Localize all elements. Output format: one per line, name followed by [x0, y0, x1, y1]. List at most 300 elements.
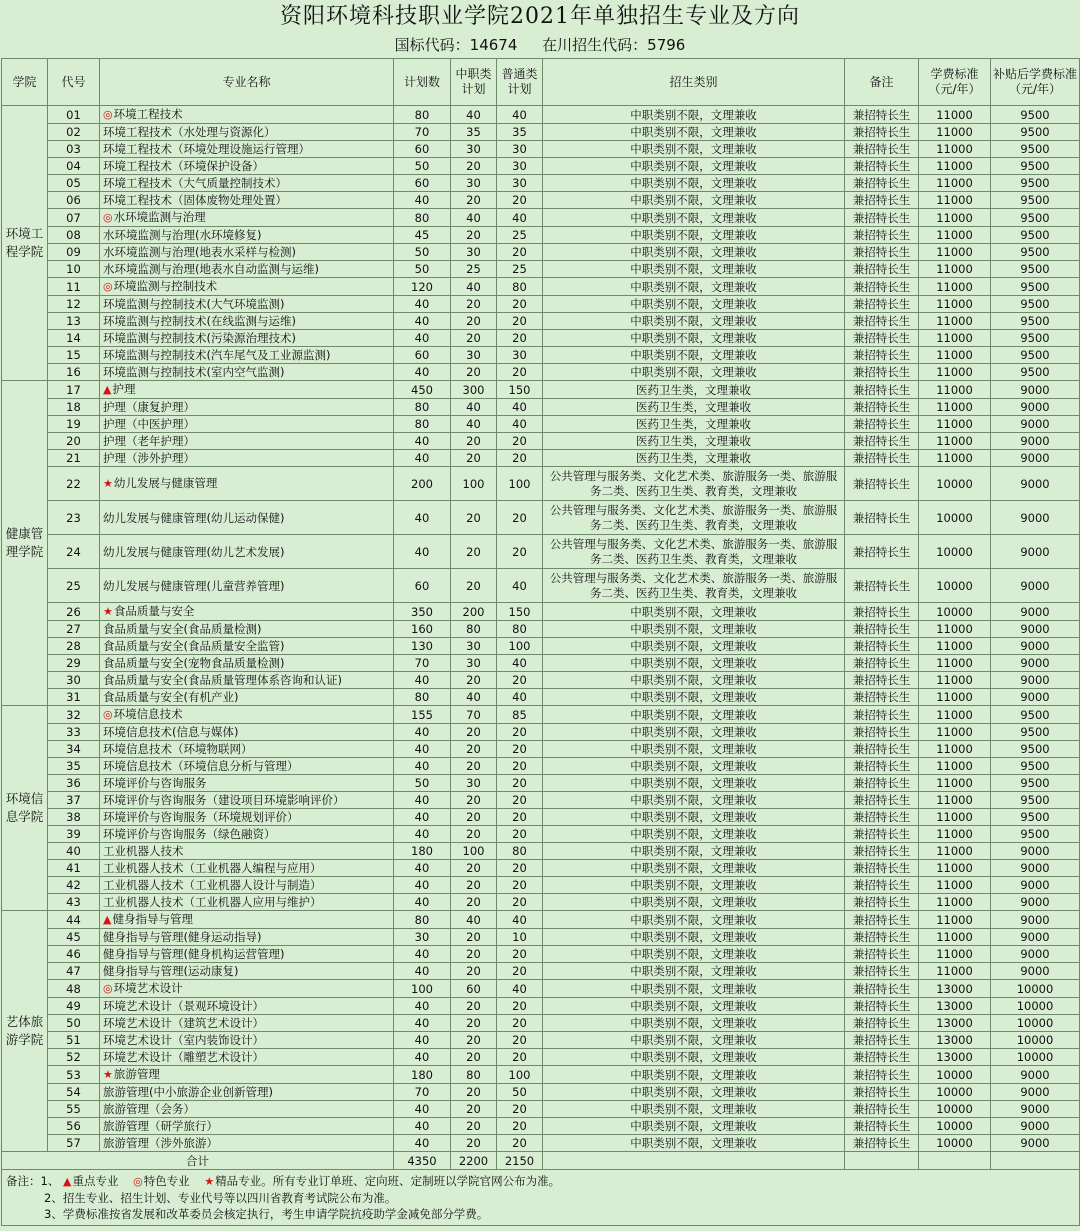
- major-name-text: 幼儿发展与健康管理: [113, 476, 218, 490]
- major-name: [100, 106, 394, 124]
- pt-plan-count: 100: [497, 638, 543, 655]
- subsidized-fee: 9000: [991, 603, 1080, 621]
- pt-plan-count: 20: [497, 330, 543, 347]
- feature-major-icon: ◎: [133, 1175, 143, 1188]
- zz-plan-count: 40: [451, 416, 497, 433]
- table-row: [2, 535, 1080, 569]
- pt-plan-count: 20: [497, 296, 543, 313]
- major-code: 07: [48, 209, 100, 227]
- admission-category: 中职类别不限，文理兼收: [543, 1066, 845, 1084]
- plan-count: 50: [394, 244, 451, 261]
- admission-category: 中职类别不限，文理兼收: [543, 1049, 845, 1066]
- plan-count: 80: [394, 689, 451, 706]
- subsidized-fee: 9000: [991, 689, 1080, 706]
- pt-plan-count: 20: [497, 741, 543, 758]
- major-code: 41: [48, 860, 100, 877]
- remark: 兼招特长生: [845, 706, 919, 724]
- school-codes: [0, 34, 1080, 58]
- major-name-text: 幼儿发展与健康管理(儿童营养管理): [103, 578, 285, 593]
- pt-plan-count: 20: [497, 535, 543, 569]
- major-name-text: 幼儿发展与健康管理(幼儿艺术发展): [103, 544, 285, 559]
- major-name: [100, 877, 394, 894]
- plan-count: 40: [394, 894, 451, 911]
- subsidized-fee: 9500: [991, 775, 1080, 792]
- major-code: 43: [48, 894, 100, 911]
- major-name: [100, 655, 394, 672]
- plan-count: 50: [394, 261, 451, 278]
- major-code: 24: [48, 535, 100, 569]
- major-name-text: 环境监测与控制技术(室内空气监测): [103, 365, 285, 379]
- subsidized-fee: 9000: [991, 399, 1080, 416]
- pt-plan-count: 100: [497, 467, 543, 501]
- major-code: 56: [48, 1118, 100, 1135]
- major-name: [100, 569, 394, 603]
- remark: 兼招特长生: [845, 758, 919, 775]
- total-empty: [845, 1152, 919, 1170]
- table-row: [2, 980, 1080, 998]
- tuition-fee: 10000: [919, 1066, 991, 1084]
- pt-plan-count: 20: [497, 1101, 543, 1118]
- zz-plan-count: 20: [451, 946, 497, 963]
- major-code: 28: [48, 638, 100, 655]
- major-code: 15: [48, 347, 100, 364]
- table-row: [2, 416, 1080, 433]
- plan-count: 70: [394, 1084, 451, 1101]
- plan-count: 80: [394, 106, 451, 124]
- major-code: 51: [48, 1032, 100, 1049]
- zz-plan-count: 40: [451, 209, 497, 227]
- subsidized-fee: 9500: [991, 724, 1080, 741]
- remark: 兼招特长生: [845, 911, 919, 929]
- tuition-fee: 13000: [919, 1015, 991, 1032]
- tuition-fee: 11000: [919, 227, 991, 244]
- zz-plan-count: 20: [451, 313, 497, 330]
- zz-plan-count: 20: [451, 894, 497, 911]
- tuition-fee: 11000: [919, 296, 991, 313]
- boutique-major-icon: ★: [103, 477, 113, 490]
- tuition-fee: 11000: [919, 826, 991, 843]
- tuition-fee: 11000: [919, 192, 991, 209]
- major-code: 25: [48, 569, 100, 603]
- remark: 兼招特长生: [845, 638, 919, 655]
- tuition-fee: 11000: [919, 689, 991, 706]
- remark: 兼招特长生: [845, 929, 919, 946]
- zz-plan-count: 80: [451, 621, 497, 638]
- pt-plan-count: 20: [497, 963, 543, 980]
- major-name: [100, 227, 394, 244]
- tuition-fee: 13000: [919, 998, 991, 1015]
- pt-plan-count: 20: [497, 364, 543, 381]
- admission-category: 医药卫生类，文理兼收: [543, 433, 845, 450]
- tuition-fee: 11000: [919, 655, 991, 672]
- tuition-fee: 11000: [919, 638, 991, 655]
- tuition-fee: 11000: [919, 278, 991, 296]
- major-name-text: 水环境监测与治理(水环境修复): [103, 228, 262, 242]
- national-code: 国标代码：14674: [394, 36, 518, 54]
- admission-category: 医药卫生类，文理兼收: [543, 450, 845, 467]
- admission-category: 中职类别不限，文理兼收: [543, 809, 845, 826]
- tuition-fee: 11000: [919, 158, 991, 175]
- tuition-fee: 11000: [919, 860, 991, 877]
- major-name: [100, 706, 394, 724]
- remark: 兼招特长生: [845, 399, 919, 416]
- table-row: [2, 1101, 1080, 1118]
- plan-count: 180: [394, 843, 451, 860]
- zz-plan-count: 20: [451, 330, 497, 347]
- pt-plan-count: 40: [497, 209, 543, 227]
- zz-plan-count: 60: [451, 980, 497, 998]
- major-name-text: 护理（老年护理）: [103, 434, 195, 448]
- subsidized-fee: 9500: [991, 809, 1080, 826]
- subsidized-fee: 9000: [991, 894, 1080, 911]
- major-name: [100, 124, 394, 141]
- remark: 兼招特长生: [845, 792, 919, 809]
- plan-count: 40: [394, 998, 451, 1015]
- admission-category: 中职类别不限，文理兼收: [543, 175, 845, 192]
- table-row: [2, 330, 1080, 347]
- subsidized-fee: 10000: [991, 980, 1080, 998]
- major-code: 36: [48, 775, 100, 792]
- major-name: [100, 450, 394, 467]
- zz-plan-count: 20: [451, 1101, 497, 1118]
- admission-category: 中职类别不限，文理兼收: [543, 894, 845, 911]
- major-name-text: 食品质量与安全(宠物食品质量检测): [103, 656, 285, 670]
- zz-plan-count: 20: [451, 792, 497, 809]
- plan-count: 40: [394, 946, 451, 963]
- remark: 兼招特长生: [845, 775, 919, 792]
- subsidized-fee: 9000: [991, 433, 1080, 450]
- zz-plan-count: 30: [451, 638, 497, 655]
- major-name: [100, 175, 394, 192]
- plan-count: 40: [394, 313, 451, 330]
- major-name-text: 环境评价与咨询服务（绿色融资）: [103, 827, 276, 841]
- remark: 兼招特长生: [845, 535, 919, 569]
- major-name: [100, 535, 394, 569]
- plan-count: 100: [394, 980, 451, 998]
- table-row: [2, 894, 1080, 911]
- tuition-fee: 11000: [919, 261, 991, 278]
- tuition-fee: 11000: [919, 843, 991, 860]
- admission-category: 中职类别不限，文理兼收: [543, 929, 845, 946]
- subsidized-fee: 9000: [991, 638, 1080, 655]
- table-body: [2, 106, 1080, 1152]
- plan-count: 60: [394, 141, 451, 158]
- remark: 兼招特长生: [845, 980, 919, 998]
- subsidized-fee: 9500: [991, 124, 1080, 141]
- remark: 兼招特长生: [845, 296, 919, 313]
- remark: 兼招特长生: [845, 724, 919, 741]
- pt-plan-count: 20: [497, 1049, 543, 1066]
- plan-count: 40: [394, 1015, 451, 1032]
- major-name: [100, 347, 394, 364]
- admission-category: 中职类别不限，文理兼收: [543, 963, 845, 980]
- major-name-text: 环境艺术设计（建筑艺术设计）: [103, 1016, 264, 1030]
- subsidized-fee: 9500: [991, 141, 1080, 158]
- plan-count: 200: [394, 467, 451, 501]
- tuition-fee: 11000: [919, 809, 991, 826]
- tuition-fee: 11000: [919, 209, 991, 227]
- major-name: [100, 313, 394, 330]
- zz-plan-count: 20: [451, 1032, 497, 1049]
- tuition-fee: 11000: [919, 706, 991, 724]
- major-code: 16: [48, 364, 100, 381]
- boutique-major-icon: ★: [103, 1068, 113, 1081]
- remark: 兼招特长生: [845, 1015, 919, 1032]
- major-code: 38: [48, 809, 100, 826]
- pt-plan-count: 30: [497, 158, 543, 175]
- zz-plan-count: 20: [451, 569, 497, 603]
- table-row: [2, 313, 1080, 330]
- pt-plan-count: 40: [497, 911, 543, 929]
- admission-category: 中职类别不限，文理兼收: [543, 672, 845, 689]
- admission-category: 中职类别不限，文理兼收: [543, 158, 845, 175]
- table-row: [2, 106, 1080, 124]
- subsidized-fee: 9000: [991, 450, 1080, 467]
- plan-count: 40: [394, 963, 451, 980]
- zz-plan-count: 25: [451, 261, 497, 278]
- major-code: 32: [48, 706, 100, 724]
- major-name-text: 环境信息技术（环境信息分析与管理）: [103, 759, 299, 773]
- major-name-text: 环境信息技术(信息与媒体): [103, 725, 239, 739]
- table-row: [2, 655, 1080, 672]
- major-name-text: 环境工程技术（水处理与资源化）: [103, 125, 276, 139]
- table-row: [2, 278, 1080, 296]
- subsidized-fee: 9500: [991, 278, 1080, 296]
- major-name-text: 环境评价与咨询服务（环境规划评价）: [103, 810, 299, 824]
- admission-category: 公共管理与服务类、文化艺术类、旅游服务一类、旅游服务二类、医药卫生类、教育类，文理兼收: [543, 501, 845, 535]
- tuition-fee: 11000: [919, 724, 991, 741]
- remark: 兼招特长生: [845, 672, 919, 689]
- admission-category: 医药卫生类，文理兼收: [543, 399, 845, 416]
- major-name: [100, 209, 394, 227]
- pt-plan-count: 20: [497, 998, 543, 1015]
- major-name-text: 环境工程技术（环境保护设备）: [103, 159, 264, 173]
- remark: 兼招特长生: [845, 826, 919, 843]
- table-row: [2, 1135, 1080, 1152]
- tuition-fee: 11000: [919, 894, 991, 911]
- remark: 兼招特长生: [845, 450, 919, 467]
- zz-plan-count: 20: [451, 741, 497, 758]
- admission-category: 中职类别不限，文理兼收: [543, 911, 845, 929]
- major-name: [100, 1118, 394, 1135]
- major-code: 50: [48, 1015, 100, 1032]
- zz-plan-count: 20: [451, 1135, 497, 1152]
- major-name-text: 健身指导与管理(健身运动指导): [103, 930, 262, 944]
- major-name: [100, 998, 394, 1015]
- subsidized-fee: 9500: [991, 741, 1080, 758]
- major-name: [100, 758, 394, 775]
- major-name: [100, 278, 394, 296]
- pt-plan-count: 20: [497, 433, 543, 450]
- major-name-text: 健身指导与管理: [112, 912, 193, 926]
- key-major-icon: ▲: [103, 913, 112, 926]
- major-name: [100, 792, 394, 809]
- tuition-fee: 11000: [919, 433, 991, 450]
- major-code: 05: [48, 175, 100, 192]
- table-row: [2, 621, 1080, 638]
- major-name-text: 工业机器人技术（工业机器人设计与制造）: [103, 878, 322, 892]
- subsidized-fee: 9000: [991, 501, 1080, 535]
- pt-plan-count: 30: [497, 347, 543, 364]
- remark: 兼招特长生: [845, 946, 919, 963]
- admission-category: 中职类别不限，文理兼收: [543, 638, 845, 655]
- tuition-fee: 11000: [919, 792, 991, 809]
- subsidized-fee: 9000: [991, 416, 1080, 433]
- plan-count: 60: [394, 569, 451, 603]
- major-code: 45: [48, 929, 100, 946]
- admission-category: 中职类别不限，文理兼收: [543, 330, 845, 347]
- pt-plan-count: 40: [497, 689, 543, 706]
- plan-count: 70: [394, 124, 451, 141]
- plan-count: 40: [394, 1049, 451, 1066]
- major-code: 06: [48, 192, 100, 209]
- zz-plan-count: 20: [451, 1118, 497, 1135]
- pt-plan-count: 20: [497, 860, 543, 877]
- plan-count: 40: [394, 1101, 451, 1118]
- plan-count: 40: [394, 860, 451, 877]
- remark: 兼招特长生: [845, 1084, 919, 1101]
- admission-table: [1, 58, 1080, 1226]
- zz-plan-count: 20: [451, 809, 497, 826]
- pt-plan-count: 20: [497, 1015, 543, 1032]
- remark: 兼招特长生: [845, 175, 919, 192]
- remark: 兼招特长生: [845, 433, 919, 450]
- plan-count: 40: [394, 792, 451, 809]
- major-name-text: 环境信息技术: [113, 707, 183, 721]
- tuition-fee: 13000: [919, 980, 991, 998]
- admission-category: 中职类别不限，文理兼收: [543, 758, 845, 775]
- total-pt: 2150: [497, 1152, 543, 1170]
- major-name: [100, 860, 394, 877]
- plan-count: 40: [394, 364, 451, 381]
- header-plan: 计划数: [394, 59, 451, 106]
- tuition-fee: 11000: [919, 347, 991, 364]
- admission-category: 中职类别不限，文理兼收: [543, 792, 845, 809]
- subsidized-fee: 10000: [991, 1049, 1080, 1066]
- table-row: [2, 809, 1080, 826]
- pt-plan-count: 20: [497, 1032, 543, 1049]
- pt-plan-count: 40: [497, 980, 543, 998]
- zz-plan-count: 20: [451, 364, 497, 381]
- major-name-text: 食品质量与安全(食品质量安全监管): [103, 639, 285, 653]
- table-row: [2, 175, 1080, 192]
- pt-plan-count: 40: [497, 655, 543, 672]
- major-name: [100, 501, 394, 535]
- subsidized-fee: 9500: [991, 330, 1080, 347]
- plan-count: 60: [394, 175, 451, 192]
- table-row: [2, 296, 1080, 313]
- major-name: [100, 1084, 394, 1101]
- admission-category: 中职类别不限，文理兼收: [543, 980, 845, 998]
- tuition-fee: 10000: [919, 501, 991, 535]
- table-row: [2, 877, 1080, 894]
- subsidized-fee: 9500: [991, 347, 1080, 364]
- admission-category: 中职类别不限，文理兼收: [543, 296, 845, 313]
- subsidized-fee: 9500: [991, 175, 1080, 192]
- remark: 兼招特长生: [845, 261, 919, 278]
- header-zz-plan: 中职类计划: [451, 59, 497, 106]
- major-code: 34: [48, 741, 100, 758]
- major-code: 49: [48, 998, 100, 1015]
- major-name-text: 护理（康复护理）: [103, 400, 195, 414]
- major-name: [100, 1015, 394, 1032]
- pt-plan-count: 20: [497, 501, 543, 535]
- table-row: [2, 792, 1080, 809]
- major-name: [100, 980, 394, 998]
- tuition-fee: 11000: [919, 946, 991, 963]
- major-name-text: 护理（涉外护理）: [103, 451, 195, 465]
- subsidized-fee: 9000: [991, 1135, 1080, 1152]
- table-row: [2, 929, 1080, 946]
- table-row: [2, 381, 1080, 399]
- table-row: [2, 433, 1080, 450]
- table-row: [2, 911, 1080, 929]
- zz-plan-count: 30: [451, 244, 497, 261]
- pt-plan-count: 20: [497, 894, 543, 911]
- admission-category: 中职类别不限，文理兼收: [543, 1015, 845, 1032]
- admission-category: 中职类别不限，文理兼收: [543, 106, 845, 124]
- major-name: [100, 929, 394, 946]
- major-code: 17: [48, 381, 100, 399]
- table-row: [2, 501, 1080, 535]
- major-name: [100, 261, 394, 278]
- subsidized-fee: 10000: [991, 998, 1080, 1015]
- major-name-text: 环境工程技术（大气质量控制技术）: [103, 176, 287, 190]
- table-row: [2, 724, 1080, 741]
- pt-plan-count: 40: [497, 416, 543, 433]
- admission-category: 中职类别不限，文理兼收: [543, 1032, 845, 1049]
- remark: 兼招特长生: [845, 1101, 919, 1118]
- admission-category: 中职类别不限，文理兼收: [543, 860, 845, 877]
- remark: 兼招特长生: [845, 364, 919, 381]
- table-row: [2, 399, 1080, 416]
- tuition-fee: 11000: [919, 741, 991, 758]
- subsidized-fee: 9500: [991, 758, 1080, 775]
- major-code: 18: [48, 399, 100, 416]
- major-code: 48: [48, 980, 100, 998]
- pt-plan-count: 10: [497, 929, 543, 946]
- remark: 兼招特长生: [845, 569, 919, 603]
- remark: 兼招特长生: [845, 227, 919, 244]
- table-row: [2, 1084, 1080, 1101]
- boutique-major-icon: ★: [103, 605, 113, 618]
- major-name: [100, 741, 394, 758]
- major-name: [100, 724, 394, 741]
- admission-category: 中职类别不限，文理兼收: [543, 877, 845, 894]
- table-row: [2, 843, 1080, 860]
- table-row: [2, 706, 1080, 724]
- major-name-text: 环境评价与咨询服务（建设项目环境影响评价）: [103, 793, 345, 807]
- plan-count: 40: [394, 450, 451, 467]
- table-row: [2, 758, 1080, 775]
- table-row: [2, 450, 1080, 467]
- admission-category: 中职类别不限，文理兼收: [543, 655, 845, 672]
- subsidized-fee: 9500: [991, 792, 1080, 809]
- major-name: [100, 1135, 394, 1152]
- admission-category: 中职类别不限，文理兼收: [543, 621, 845, 638]
- major-code: 44: [48, 911, 100, 929]
- admission-category: 中职类别不限，文理兼收: [543, 278, 845, 296]
- major-code: 22: [48, 467, 100, 501]
- major-code: 57: [48, 1135, 100, 1152]
- tuition-fee: 11000: [919, 929, 991, 946]
- major-code: 23: [48, 501, 100, 535]
- zz-plan-count: 20: [451, 860, 497, 877]
- plan-count: 80: [394, 209, 451, 227]
- major-name: [100, 416, 394, 433]
- remark: 兼招特长生: [845, 141, 919, 158]
- feature-major-icon: ◎: [103, 211, 113, 224]
